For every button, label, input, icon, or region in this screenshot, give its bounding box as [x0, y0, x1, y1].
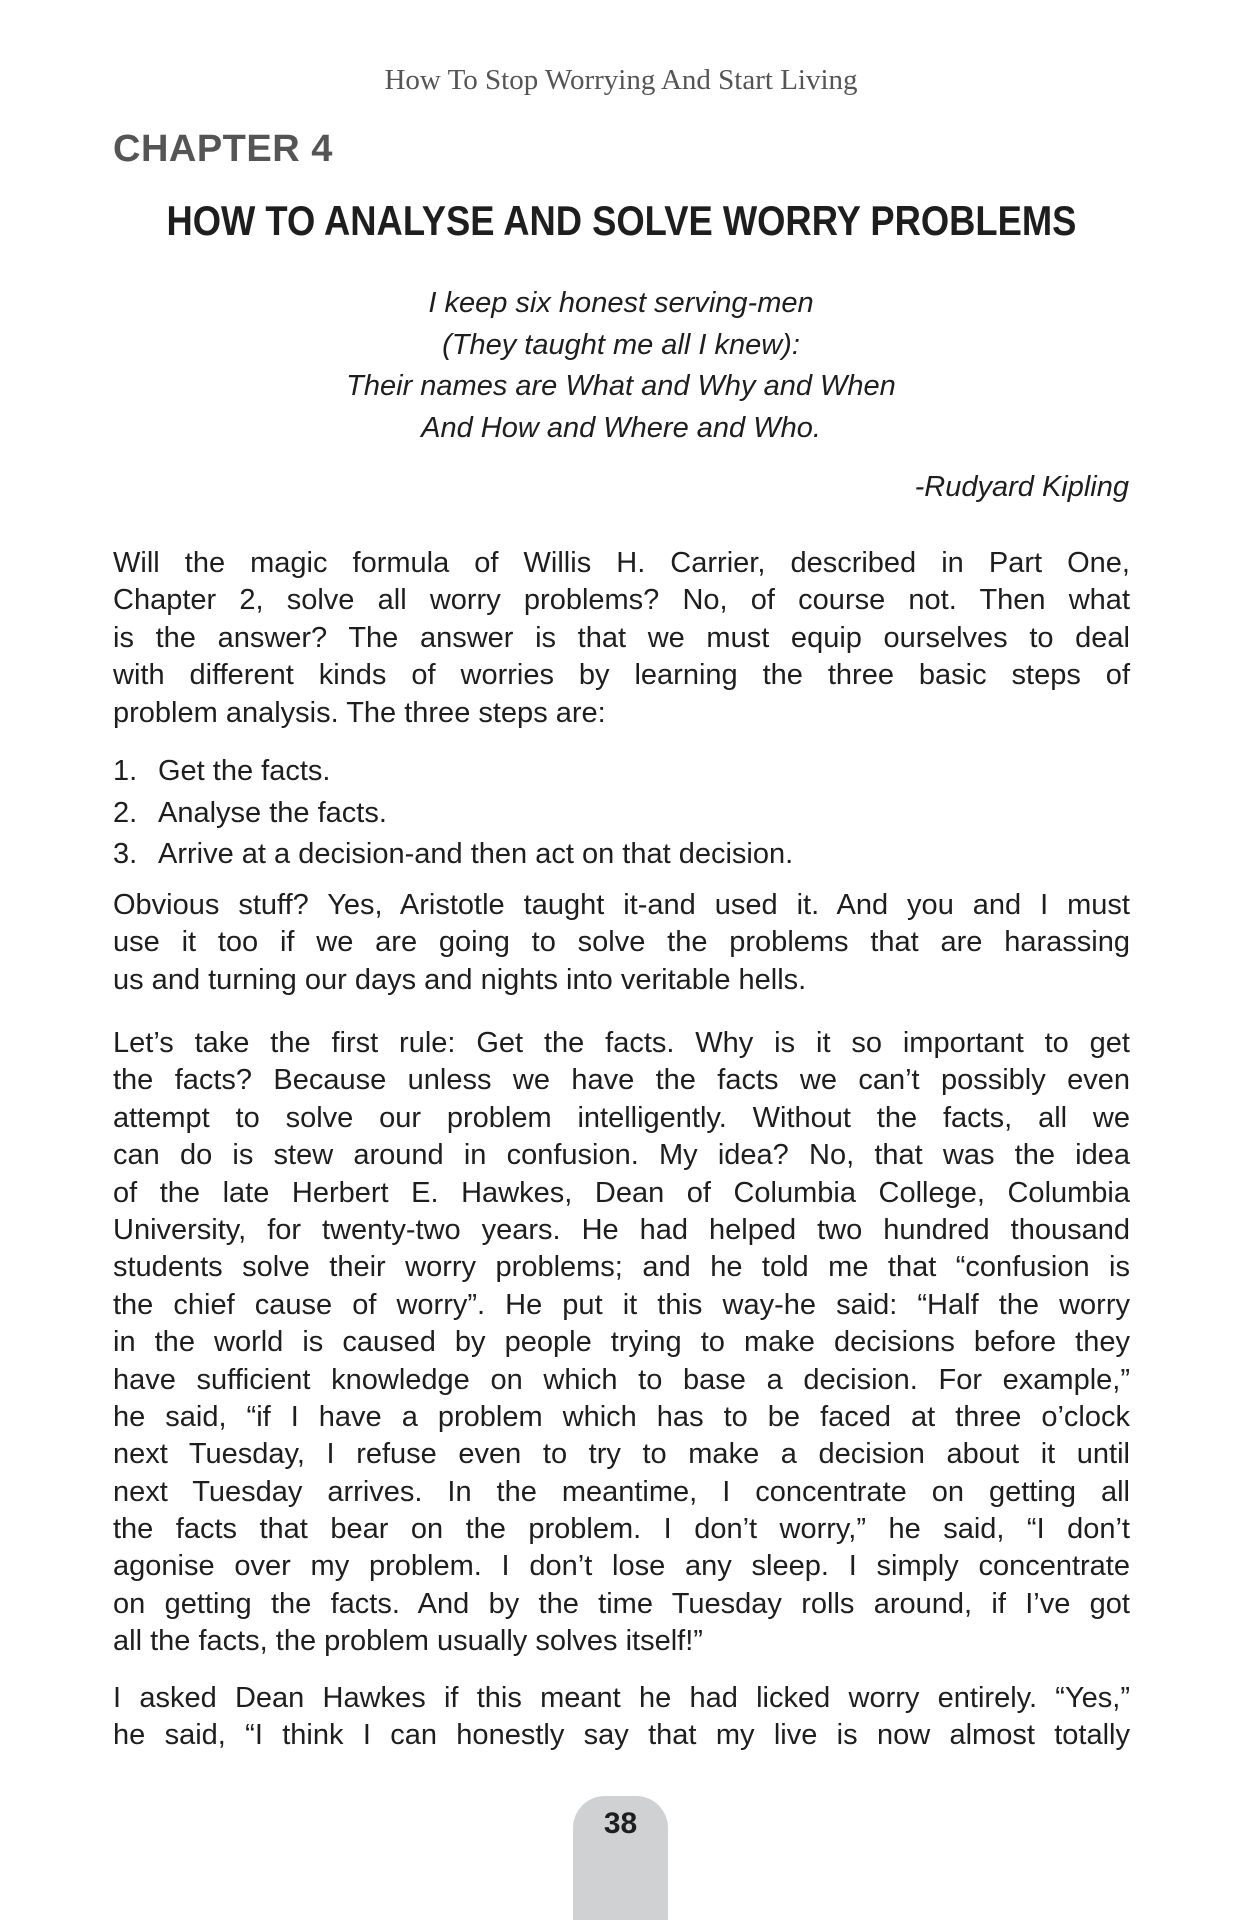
list-item — [113, 834, 1130, 876]
chapter-title-container — [0, 198, 1242, 244]
paragraph-dean-hawkes — [113, 1680, 1130, 1755]
text-line: he said, “I think I can honestly say that my live is now almost totally — [113, 1719, 1130, 1752]
text-line: next Tuesday, I refuse even to try to make a decision about it until — [113, 1438, 1130, 1471]
list-item-text: Arrive at a decision-and then act on that decision. — [158, 838, 794, 870]
list-item-number: 2. — [113, 796, 138, 829]
paragraph-intro — [113, 545, 1130, 732]
list-item-text: Analyse the facts. — [158, 796, 387, 829]
text-line: in the world is caused by people trying to make decisions before they — [113, 1326, 1130, 1359]
text-line: I asked Dean Hawkes if this meant he had licked worry entirely. “Yes,” — [113, 1682, 1130, 1714]
text-line: use it too if we are going to solve the problems that are harassing — [113, 926, 1130, 959]
text-line: agonise over my problem. I don’t lose any sleep. I simply concentrate — [113, 1550, 1130, 1583]
text-line: the chief cause of worry”. He put it this way-he said: “Half the worry — [113, 1288, 1130, 1321]
list-item-number: 1. — [113, 755, 138, 787]
text-line: the facts? Because unless we have the facts we can’t possibly even — [113, 1064, 1130, 1097]
epigraph-attribution: -Rudyard Kipling — [914, 471, 1129, 503]
list-item — [113, 793, 1130, 835]
epigraph-line: I keep six honest serving-men — [428, 287, 814, 319]
steps-list — [113, 751, 1130, 876]
paragraph-obvious — [113, 887, 1130, 999]
list-item — [113, 751, 1130, 793]
text-line: University, for twenty-two years. He had helped two hundred thousand — [113, 1213, 1130, 1246]
text-line: all the facts, the problem usually solves itself!” — [113, 1625, 703, 1658]
text-line: students solve their worry problems; and he told me that “confusion is — [113, 1251, 1130, 1284]
text-line: with different kinds of worries by learning the three basic steps of — [113, 659, 1130, 692]
epigraph-line: Their names are What and Why and When — [346, 370, 896, 402]
text-line: of the late Herbert E. Hawkes, Dean of Columbia College, Columbia — [113, 1176, 1130, 1209]
text-line: next Tuesday arrives. In the meantime, I concentrate on getting all — [113, 1475, 1130, 1508]
text-line: is the answer? The answer is that we must equip ourselves to deal — [113, 621, 1130, 654]
epigraph-line: And How and Where and Who. — [421, 411, 821, 444]
list-item-number: 3. — [113, 838, 138, 870]
paragraph-facts — [113, 1025, 1130, 1661]
page-number: 38 — [603, 1807, 638, 1840]
chapter-title: HOW TO ANALYSE AND SOLVE WORRY PROBLEMS — [166, 197, 1076, 244]
text-line: he said, “if I have a problem which has to be faced at three o’clock — [113, 1400, 1130, 1433]
text-line: attempt to solve our problem intelligently. Without the facts, all we — [113, 1101, 1130, 1134]
text-line: have sufficient knowledge on which to base a decision. For example,” — [113, 1363, 1130, 1396]
text-line: us and turning our days and nights into veritable hells. — [113, 963, 807, 996]
text-line: Will the magic formula of Willis H. Carrier, described in Part One, — [113, 547, 1130, 579]
page-number-tab — [573, 1796, 668, 1920]
text-line: on getting the facts. And by the time Tuesday rolls around, if I’ve got — [113, 1587, 1130, 1620]
text-line: can do is stew around in confusion. My idea? No, that was the idea — [113, 1139, 1130, 1172]
running-header: How To Stop Worrying And Start Living — [384, 64, 858, 96]
epigraph-line: (They taught me all I knew): — [442, 328, 800, 361]
text-line: Let’s take the first rule: Get the facts. Why is it so important to get — [113, 1027, 1130, 1059]
text-line: Chapter 2, solve all worry problems? No, of course not. Then what — [113, 584, 1130, 617]
chapter-label: CHAPTER 4 — [113, 128, 333, 170]
text-line: Obvious stuff? Yes, Aristotle taught it-and used it. And you and I must — [113, 889, 1130, 921]
text-line: problem analysis. The three steps are: — [113, 696, 606, 729]
epigraph — [0, 283, 1242, 449]
text-line: the facts that bear on the problem. I don’t worry,” he said, “I don’t — [113, 1513, 1130, 1546]
list-item-text: Get the facts. — [158, 755, 331, 787]
